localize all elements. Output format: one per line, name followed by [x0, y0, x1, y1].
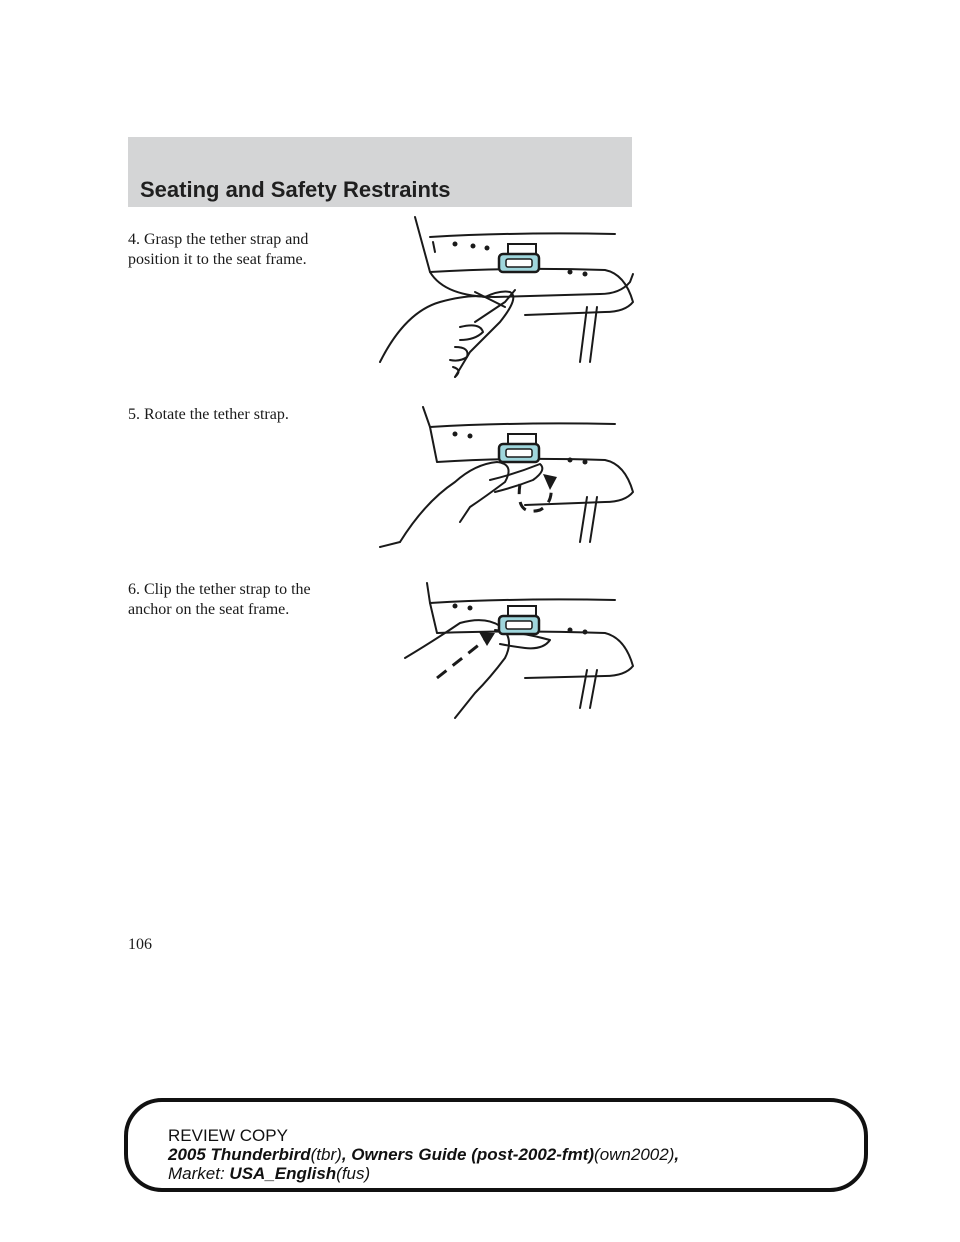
review-copy-text: [168, 1126, 679, 1183]
review-copy-footer: [124, 1098, 868, 1192]
document-info-line: [168, 1145, 679, 1164]
section-header: [128, 137, 632, 207]
step-4-line-1: 4. Grasp the tether strap and: [128, 231, 309, 248]
step-5-text: [128, 405, 378, 425]
step-4-text: [128, 230, 378, 270]
vehicle-code: (tbr): [310, 1145, 342, 1164]
market-value: USA_English: [229, 1164, 337, 1183]
section-title: Seating and Safety Restraints: [140, 177, 451, 202]
separator-1: ,: [341, 1145, 352, 1164]
hand-grasping-tether-strap-illustration: [375, 212, 640, 387]
vehicle-name: 2005 Thunderbird: [168, 1145, 311, 1164]
guide-name: Owners Guide (post-2002-fmt): [351, 1145, 595, 1164]
review-copy-label: REVIEW COPY: [168, 1126, 288, 1145]
step-6-line-1: 6. Clip the tether strap to the: [128, 581, 311, 598]
page-number: 106: [128, 936, 152, 953]
market-line: [168, 1164, 679, 1183]
separator-2: ,: [674, 1145, 680, 1164]
guide-code: (own2002): [594, 1145, 675, 1164]
step-6-line-2: anchor on the seat frame.: [128, 601, 290, 618]
hand-rotating-tether-strap-illustration: [375, 402, 640, 577]
step-4-line-2: position it to the seat frame.: [128, 251, 307, 268]
step-6-text: [128, 580, 378, 620]
market-label: Market:: [168, 1164, 225, 1183]
market-code: (fus): [336, 1164, 371, 1183]
step-5-line-1: 5. Rotate the tether strap.: [128, 406, 289, 423]
hand-clipping-tether-strap-illustration: [375, 578, 640, 753]
